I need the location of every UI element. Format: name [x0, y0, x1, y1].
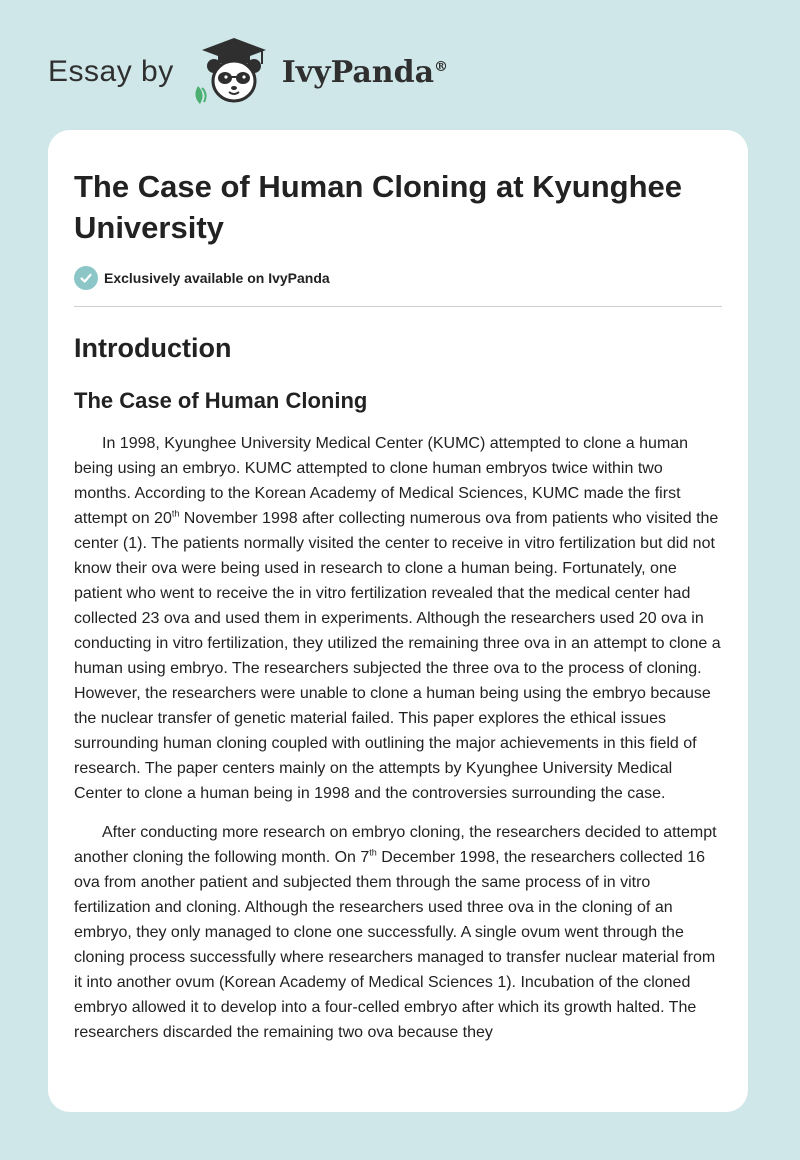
exclusive-badge-label: Exclusively available on IvyPanda [104, 270, 330, 286]
check-circle-icon [74, 266, 98, 290]
section-heading-introduction: Introduction [74, 333, 232, 363]
body-paragraph-2: After conducting more research on embryo cloning, the researchers decided to attempt another cloning the following month. On 7th December 1998, the researchers collected 16 ova from another patient and subjected them through the same process of in vitro fertilization and cloning. Although the researchers used three ova in the cloning of an embryo, they only managed to clone one successfully. A single ovum went through the cloning process successfully where researchers managed to transfer nuclear material from it into another ovum (Korean Academy of Medical Sciences 1). Incubation of the cloned embryo allowed it to develop into a four-celled embryo after which its growth halted. The researchers discarded the remaining two ova because they [74, 824, 717, 1041]
body-paragraph-1: In 1998, Kyunghee University Medical Center (KUMC) attempted to clone a human being using an embryo. KUMC attempted to clone human embryos twice within two months. According to the Korean Academy of Medical Sciences, KUMC made the first attempt on 20th November 1998 after collecting numerous ova from patients who visited the center (1). The patients normally visited the center to receive in vitro fertilization but did not know their ova were being used in research to clone a human being. Fortunately, one patient who went to receive the in vitro fertilization revealed that the medical center had collected 23 ova and used them in experiments. Although the researchers used 20 ova in conducting in vitro fertilization, they utilized the remaining three ova in an attempt to clone a human using embryo. The researchers subjected the three ova to the process of cloning. However, the researchers were unable to clone a human being using the embryo because the nuclear transfer of genetic material failed. This paper explores the ethical issues surrounding human cloning coupled with outlining the major achievements in this field of research. The paper centers mainly on the attempts by Kyunghee University Medical Center to clone a human being in 1998 and the controversies surrounding the case. [74, 435, 721, 802]
subsection-heading: The Case of Human Cloning [74, 388, 368, 413]
exclusive-badge [74, 266, 722, 290]
essay-title: The Case of Human Cloning at Kyunghee University [74, 169, 682, 245]
brand-prefix: Essay by [48, 55, 174, 88]
site-header-brand[interactable] [48, 36, 448, 108]
essay-card [48, 130, 748, 1112]
brand-name: IvyPanda® [281, 54, 449, 90]
title-divider [74, 306, 722, 307]
panda-logo-icon [188, 36, 280, 108]
